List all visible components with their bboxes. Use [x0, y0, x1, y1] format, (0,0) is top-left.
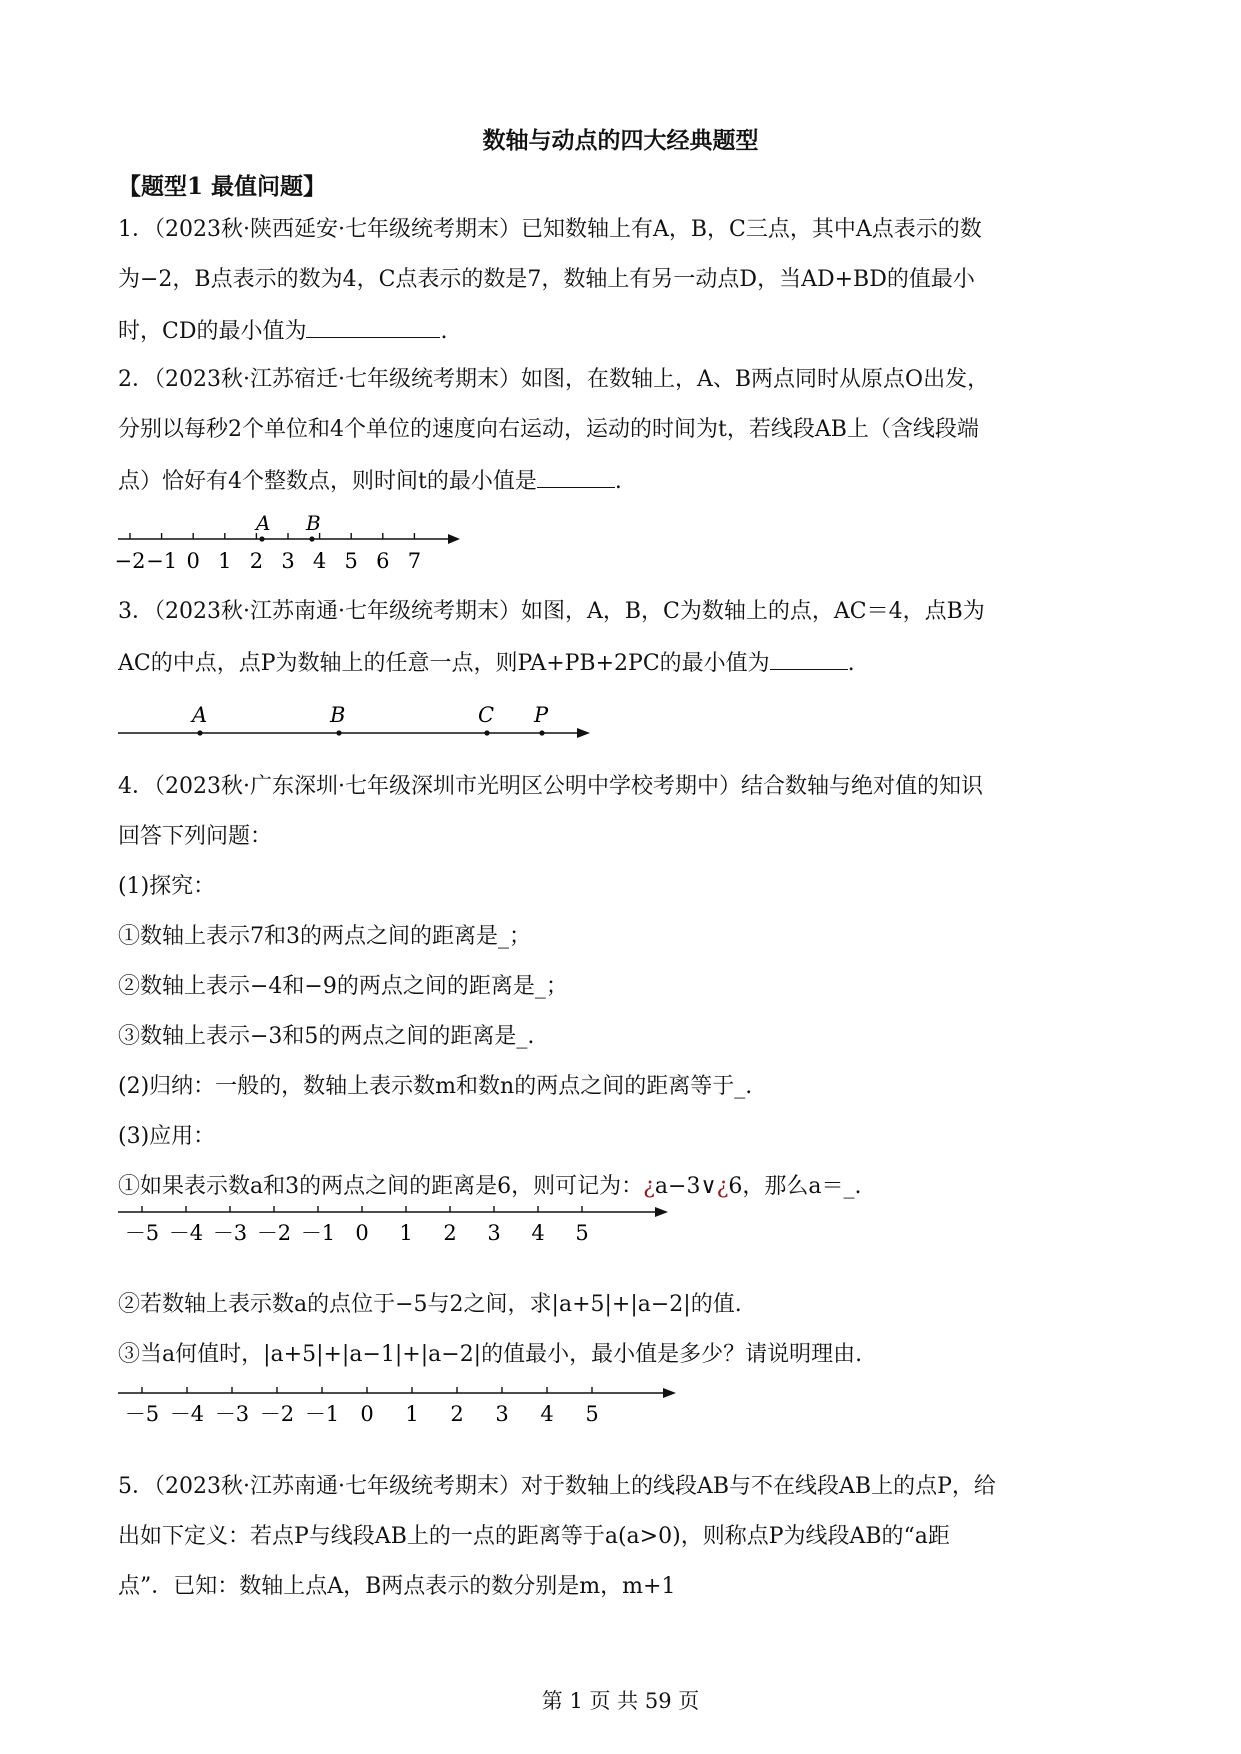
q2-line-1: 2．（2023秋·江苏宿迁·七年级统考期末）如图，在数轴上，A、B两点同时从原点O出发， [118, 367, 990, 392]
q3-point-p-label: P [534, 703, 549, 727]
q2-point-a-dot [259, 536, 264, 541]
tick-label: －3 [212, 1221, 248, 1245]
q3-point-a-label: A [192, 703, 208, 727]
tick-label: 1 [405, 1402, 419, 1426]
tick-label: 4 [312, 549, 327, 573]
q3-line-1: 3．（2023秋·江苏南通·七年级统考期末）如图，A，B，C为数轴上的点，AC＝4，点B为 [118, 599, 985, 624]
q2-line-3 [118, 465, 622, 497]
q1-answer-blank[interactable] [306, 315, 440, 338]
q4-line-9-text: ①如果表示数a和3的两点之间的距离是6，则可记为： [118, 1174, 644, 1199]
q4-line-2: 回答下列问题： [118, 824, 273, 849]
q2-line-3-text: 点）恰好有4个整数点，则时间t的最小值是 [118, 469, 537, 494]
tick-label: 3 [487, 1221, 501, 1245]
q4-line-9-expr: a−3∨ [654, 1174, 717, 1199]
tick-label: －3 [214, 1402, 250, 1426]
q2-point-b-label: B [306, 511, 321, 535]
q1-line-3 [118, 315, 447, 347]
section-heading: 【题型1 最值问题】 [118, 173, 327, 200]
q3-point-c-dot [484, 730, 489, 735]
q1-line-3-end: . [440, 319, 448, 344]
q1-line-2: 为−2，B点表示的数为4，C点表示的数是7，数轴上有另一动点D，当AD+BD的值最小 [118, 267, 975, 292]
q2-axis-arrow [448, 534, 460, 544]
q3-answer-blank[interactable] [770, 647, 848, 670]
q4-line-11: ③当a何值时，|a+5|+|a−1|+|a−2|的值最小，最小值是多少？请说明理由. [118, 1342, 863, 1367]
tick-label: －2 [256, 1221, 292, 1245]
tick-label: 4 [531, 1221, 545, 1245]
tick-label: 5 [585, 1402, 599, 1426]
q4-line-8: (3)应用： [118, 1124, 216, 1149]
page-footer: 第 1 页 共 59 页 [541, 1689, 700, 1713]
q4-line-9-end: 6，那么a＝_. [728, 1174, 862, 1199]
q1-line-1: 1．（2023秋·陕西延安·七年级统考期末）已知数轴上有A，B，C三点，其中A点表示的数 [118, 217, 982, 242]
q4-number-line-1 [110, 1195, 670, 1255]
q2-line-3-end: . [614, 469, 622, 494]
tick-label: −2 [114, 549, 146, 573]
tick-label: －4 [168, 1221, 204, 1245]
q4-line-9-glyph-1: ¿ [643, 1174, 655, 1199]
tick-label: 0 [360, 1402, 374, 1426]
tick-label: 5 [344, 549, 358, 573]
tick-label: 3 [495, 1402, 509, 1426]
tick-label: 2 [249, 549, 264, 573]
q2-point-a-label: A [256, 511, 271, 535]
q3-point-a-dot [197, 730, 202, 735]
tick-label: 2 [443, 1221, 457, 1245]
q3-point-p-dot [539, 730, 544, 735]
q4-axis-2-arrow [663, 1388, 676, 1398]
q4-line-3: (1)探究： [118, 874, 216, 899]
q4-line-10: ②若数轴上表示数a的点位于−5与2之间，求|a+5|+|a−2|的值. [118, 1292, 742, 1317]
tick-label: −1 [146, 549, 178, 573]
q4-line-7: (2)归纳：一般的，数轴上表示数m和数n的两点之间的距离等于_. [118, 1074, 753, 1099]
tick-label: 2 [450, 1402, 464, 1426]
tick-label: 5 [575, 1221, 589, 1245]
tick-label: 6 [376, 549, 390, 573]
q4-line-5: ②数轴上表示−4和−9的两点之间的距离是_； [118, 974, 568, 999]
page-title: 数轴与动点的四大经典题型 [482, 127, 759, 154]
q4-line-9-glyph-2: ¿ [716, 1174, 729, 1199]
tick-label: －2 [259, 1402, 295, 1426]
tick-label: －4 [169, 1402, 205, 1426]
q3-point-b-label: B [330, 703, 346, 727]
tick-label: －5 [124, 1402, 160, 1426]
q5-line-3: 点”．已知：数轴上点A，B两点表示的数分别是m，m+1 [118, 1574, 676, 1599]
q4-number-line-2 [110, 1376, 680, 1436]
tick-label: 7 [407, 549, 422, 573]
q2-point-b-dot [309, 536, 314, 541]
q3-point-b-dot [336, 730, 341, 735]
tick-label: －1 [300, 1221, 336, 1245]
q5-line-2: 出如下定义：若点P与线段AB上的一点的距离等于a(a>0)，则称点P为线段AB的“a距 [118, 1524, 950, 1549]
q5-line-1: 5．（2023秋·江苏南通·七年级统考期末）对于数轴上的线段AB与不在线段AB上的点P，给 [118, 1474, 996, 1499]
tick-label: 3 [281, 549, 295, 573]
q2-answer-blank[interactable] [537, 465, 615, 488]
q2-number-line [110, 505, 470, 575]
tick-label: －5 [124, 1221, 160, 1245]
tick-label: 4 [540, 1402, 554, 1426]
q3-point-c-label: C [478, 703, 495, 727]
tick-label: 0 [186, 549, 200, 573]
q2-line-2: 分别以每秒2个单位和4个单位的速度向右运动，运动的时间为t，若线段AB上（含线段端 [118, 417, 979, 442]
tick-label: －1 [304, 1402, 340, 1426]
tick-label: 1 [399, 1221, 413, 1245]
q4-line-6: ③数轴上表示−3和5的两点之间的距离是_. [118, 1024, 535, 1049]
tick-label: 0 [355, 1221, 369, 1245]
q4-axis-1-arrow [655, 1207, 668, 1217]
q1-line-3-text: 时，CD的最小值为 [118, 319, 307, 344]
q3-number-line [110, 700, 600, 750]
q3-line-2 [118, 647, 855, 679]
q3-axis-arrow [577, 728, 590, 738]
q3-line-2-end: . [847, 651, 855, 676]
q3-line-2-text: AC的中点，点P为数轴上的任意一点，则PA+PB+2PC的最小值为 [118, 651, 770, 676]
q4-line-1: 4．（2023秋·广东深圳·七年级深圳市光明区公明中学校考期中）结合数轴与绝对值的知识 [118, 774, 983, 799]
q4-line-4: ①数轴上表示7和3的两点之间的距离是_； [118, 924, 531, 949]
tick-label: 1 [218, 549, 232, 573]
